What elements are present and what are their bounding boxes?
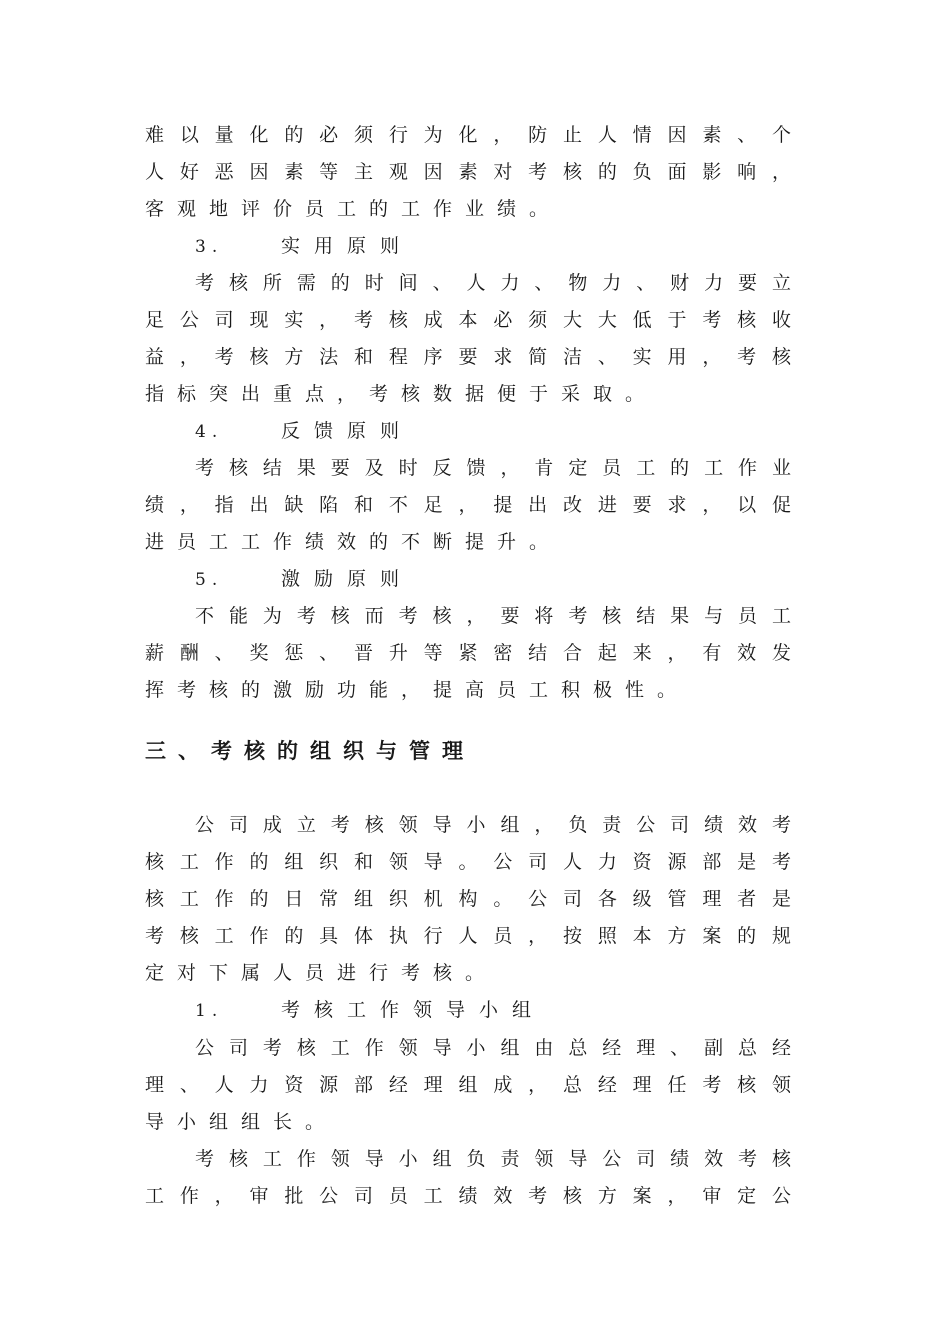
- body-line: 绩，指出缺陷和不足，提出改进要求，以促: [145, 494, 791, 516]
- body-line: 考核工作的具体执行人员，按照本方案的规: [145, 925, 791, 947]
- body-line: 导小组组长。: [145, 1111, 338, 1133]
- principle-item: [195, 418, 413, 444]
- body-line: 客观地评价员工的工作业绩。: [145, 198, 562, 220]
- body-line: 工作，审批公司员工绩效考核方案，审定公: [145, 1185, 791, 1207]
- section-heading: 三、考核的组织与管理: [145, 739, 475, 763]
- body-line: 薪酬、奖惩、晋升等紧密结合起来，有效发: [145, 642, 791, 664]
- body-line: 指标突出重点，考核数据便于采取。: [145, 383, 658, 405]
- body-line: 足公司现实，考核成本必须大大低于考核收: [145, 309, 791, 331]
- item-number: 4.: [195, 422, 224, 442]
- body-line: 进员工工作绩效的不断提升。: [145, 531, 562, 553]
- body-line: 考核所需的时间、人力、物力、财力要立: [195, 272, 791, 294]
- item-number: 1.: [195, 1001, 224, 1021]
- body-line: 定对下属人员进行考核。: [145, 962, 498, 984]
- item-label: 激励原则: [281, 568, 414, 590]
- item-number: 3.: [195, 237, 224, 257]
- body-line: 益，考核方法和程序要求简洁、实用，考核: [145, 346, 791, 368]
- subsection-item: [195, 997, 545, 1023]
- principle-item: [195, 566, 413, 592]
- body-line: 人好恶因素等主观因素对考核的负面影响，: [145, 161, 791, 183]
- body-line: 公司考核工作领导小组由总经理、副总经: [195, 1037, 791, 1059]
- body-line: 挥考核的激励功能，提高员工积极性。: [145, 679, 690, 701]
- item-label: 实用原则: [281, 235, 414, 257]
- item-number: 5.: [195, 570, 224, 590]
- body-line: 考核结果要及时反馈，肯定员工的工作业: [195, 457, 791, 479]
- body-line: 考核工作领导小组负责领导公司绩效考核: [195, 1148, 791, 1170]
- body-line: 不能为考核而考核，要将考核结果与员工: [195, 605, 791, 627]
- body-line: 公司成立考核领导小组，负责公司绩效考: [195, 814, 791, 836]
- item-label: 反馈原则: [281, 420, 414, 442]
- item-label: 考核工作领导小组: [281, 999, 546, 1021]
- principle-item: [195, 233, 413, 259]
- body-line: 理、人力资源部经理组成，总经理任考核领: [145, 1074, 791, 1096]
- body-line: 核工作的日常组织机构。公司各级管理者是: [145, 888, 791, 910]
- body-line: 核工作的组织和领导。公司人力资源部是考: [145, 851, 791, 873]
- body-line: 难以量化的必须行为化，防止人情因素、个: [145, 124, 791, 146]
